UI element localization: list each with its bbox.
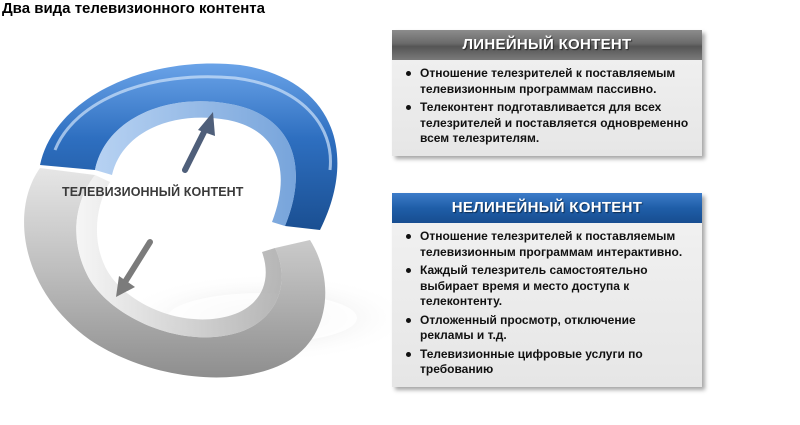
linear-heading: ЛИНЕЙНЫЙ КОНТЕНТ bbox=[392, 30, 702, 60]
nonlinear-bullet-item: Каждый телезритель самостоятельно выбирает время и место доступа к телеконтенту. bbox=[420, 263, 692, 310]
ring-label: ТЕЛЕВИЗИОННЫЙ КОНТЕНТ bbox=[62, 185, 244, 199]
nonlinear-bullet-item: Отложенный просмотр, отключение рекламы и т.д. bbox=[420, 313, 692, 344]
nonlinear-heading: НЕЛИНЕЙНЫЙ КОНТЕНТ bbox=[392, 193, 702, 223]
nonlinear-panel bbox=[392, 193, 702, 387]
linear-panel bbox=[392, 30, 702, 156]
nonlinear-bullet-item: Телевизионные цифровые услуги по требованию bbox=[420, 347, 692, 378]
linear-bullet-item: Телеконтент подготавливается для всех телезрителей и поставляется одновременно всем телезрителям. bbox=[420, 100, 692, 147]
arrow-down-icon bbox=[116, 242, 150, 297]
page-title: Два вида телевизионного контента bbox=[2, 0, 265, 17]
arrow-up-icon bbox=[185, 112, 215, 170]
nonlinear-bullet-item: Отношение телезрителей к поставляемым телевизионным программам интерактивно. bbox=[420, 229, 692, 260]
linear-list bbox=[392, 60, 702, 156]
nonlinear-list bbox=[392, 223, 702, 387]
linear-bullet-item: Отношение телезрителей к поставляемым телевизионным программам пассивно. bbox=[420, 66, 692, 97]
